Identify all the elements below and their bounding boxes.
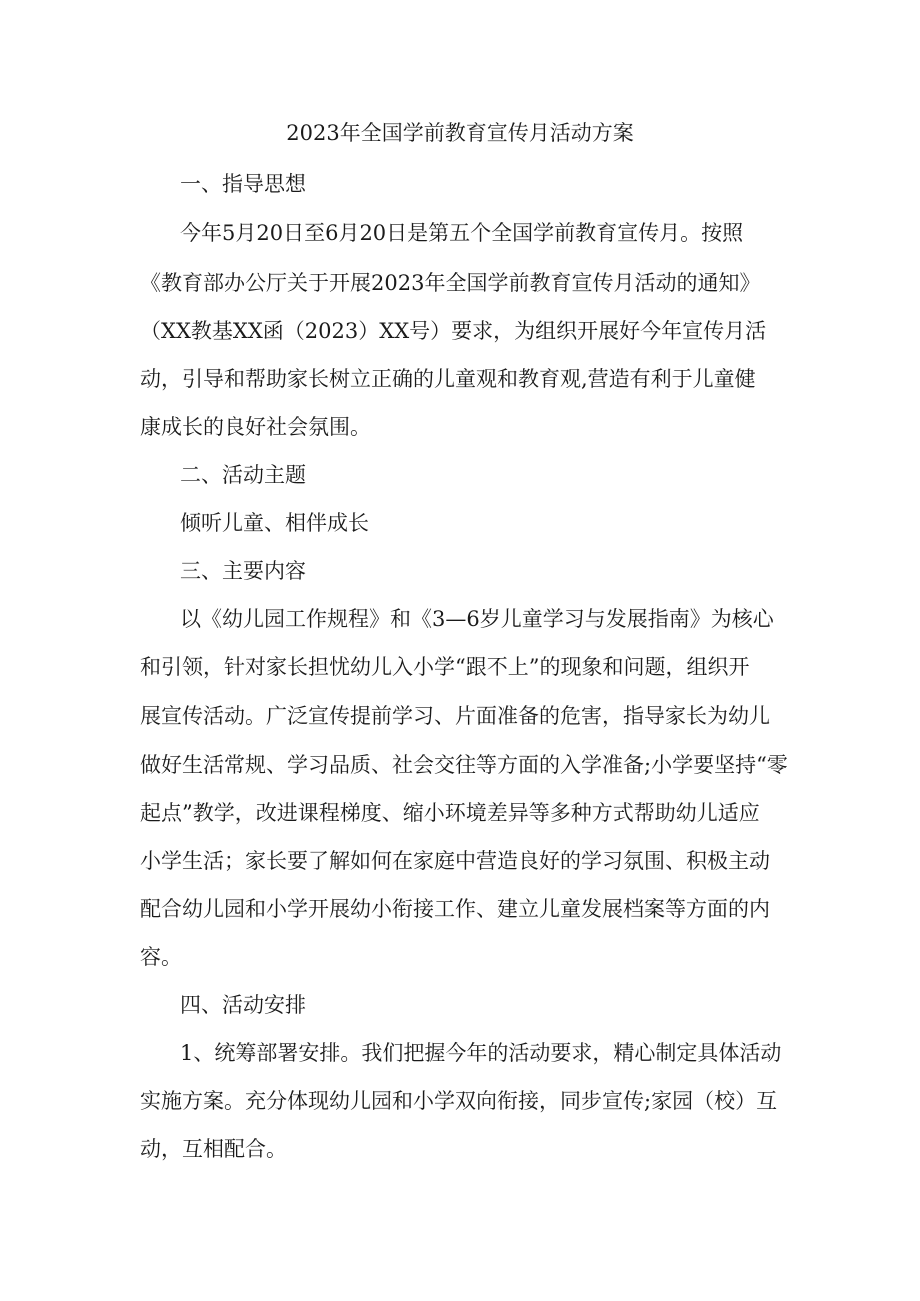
section-heading-3: 三、主要内容 [180,559,306,583]
paragraph-line: 动，引导和帮助家长树立正确的儿童观和教育观,营造有利于儿童健 [140,367,756,391]
paragraph-line: 今年5月20日至6月20日是第五个全国学前教育宣传月。按照 [180,221,744,245]
section-heading-1: 一、指导思想 [180,172,306,196]
paragraph-line: 以《幼儿园工作规程》和《3—6岁儿童学习与发展指南》为核心 [180,607,774,631]
paragraph-line: 小学生活；家长要了解如何在家庭中营造良好的学习氛围、积极主动 [140,849,770,873]
paragraph-line: 《教育部办公厅关于开展2023年全国学前教育宣传月活动的通知》 [140,271,761,295]
paragraph-line: 做好生活常规、学习品质、社会交往等方面的入学准备;小学要坚持“零 [140,753,788,777]
activity-theme: 倾听儿童、相伴成长 [180,511,369,535]
paragraph-line: 容。 [140,945,182,969]
paragraph-line: 康成长的良好社会氛围。 [140,415,371,439]
paragraph-line: （XX教基XX函（2023）XX号）要求，为组织开展好今年宣传月活 [140,319,767,343]
paragraph-line: 配合幼儿园和小学开展幼小衔接工作、建立儿童发展档案等方面的内 [140,897,770,921]
paragraph-line: 1、统筹部署安排。我们把握今年的活动要求，精心制定具体活动 [180,1041,782,1065]
paragraph-line: 起点”教学，改进课程梯度、缩小环境差异等多种方式帮助幼儿适应 [140,801,760,825]
section-heading-4: 四、活动安排 [180,993,306,1017]
paragraph-line: 展宣传活动。广泛宣传提前学习、片面准备的危害，指导家长为幼儿 [140,704,770,728]
paragraph-line: 实施方案。充分体现幼儿园和小学双向衔接，同步宣传;家园（校）互 [140,1089,778,1113]
document-title: 2023年全国学前教育宣传月活动方案 [286,121,634,145]
section-heading-2: 二、活动主题 [180,463,306,487]
paragraph-line: 和引领，针对家长担忧幼儿入小学“跟不上”的现象和问题，组织开 [140,655,750,679]
paragraph-line: 动，互相配合。 [140,1137,287,1161]
